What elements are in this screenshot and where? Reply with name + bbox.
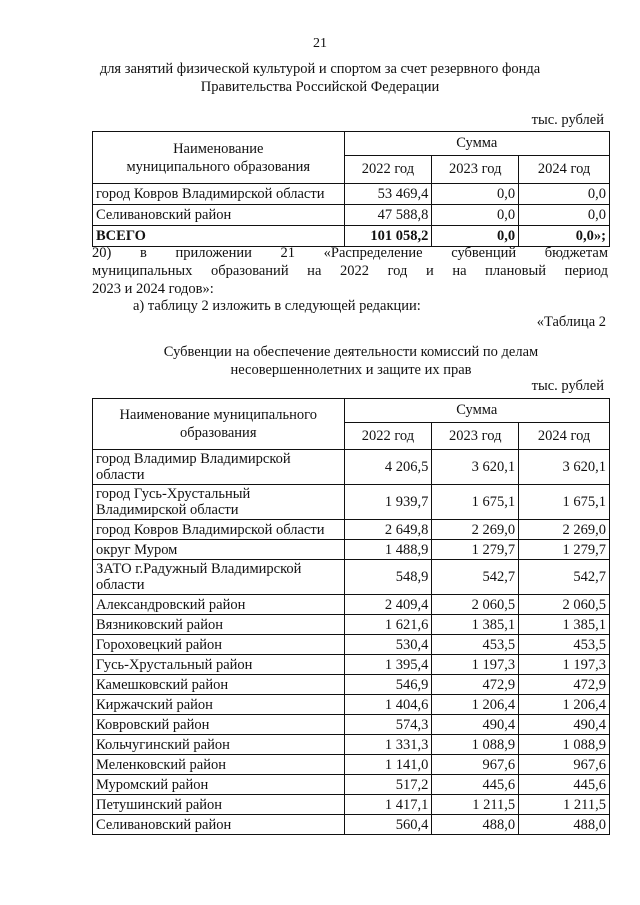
value-v2024: 1 088,9: [519, 735, 610, 755]
table2-year-2024: 2024 год: [519, 423, 610, 450]
table-row: [93, 695, 610, 715]
municipality-name: Александровский район: [93, 595, 345, 615]
value-v2022: 1 141,0: [344, 755, 432, 775]
value-v2022: 560,4: [344, 815, 432, 835]
table2-year-2022: 2022 год: [344, 423, 432, 450]
table-row: [93, 560, 610, 595]
table2-header-name: Наименование муниципального образования: [93, 399, 345, 450]
value-v2024: 453,5: [519, 635, 610, 655]
value-v2024: 542,7: [519, 560, 610, 595]
page-number: 21: [313, 36, 327, 51]
table-row: [93, 485, 610, 520]
table1-header-sum: Сумма: [344, 132, 609, 156]
value-v2022: 530,4: [344, 635, 432, 655]
municipality-name: Вязниковский район: [93, 615, 345, 635]
table-row: [93, 520, 610, 540]
municipality-name: город Гусь-Хрустальный Владимирской области: [93, 485, 345, 520]
municipality-name: Киржачский район: [93, 695, 345, 715]
value-v2022: 517,2: [344, 775, 432, 795]
value-v2022: 1 488,9: [344, 540, 432, 560]
table2-year-2023: 2023 год: [432, 423, 519, 450]
table-row: [93, 675, 610, 695]
table1-total-row: ВСЕГО 101 058,2 0,0 0,0»;: [93, 226, 610, 247]
units-label-2: тыс. рублей: [531, 378, 604, 394]
value-v2022: 546,9: [344, 675, 432, 695]
paragraph-a: а) таблицу 2 изложить в следующей редакции:: [133, 298, 421, 314]
value-v2024: 1 279,7: [519, 540, 610, 560]
units-label-1: тыс. рублей: [531, 112, 604, 128]
intro-title-line-2: Правительства Российской Федерации: [200, 79, 440, 95]
table-label: «Таблица 2: [536, 314, 606, 330]
value-v2024: 1 385,1: [519, 615, 610, 635]
value-v2022: 548,9: [344, 560, 432, 595]
table-row: [93, 595, 610, 615]
value-v2022: 1 939,7: [344, 485, 432, 520]
value-v2023: 967,6: [432, 755, 519, 775]
value-v2024: 488,0: [519, 815, 610, 835]
value-v2024: 3 620,1: [519, 450, 610, 485]
municipality-name: Гороховецкий район: [93, 635, 345, 655]
value-v2022: 1 331,3: [344, 735, 432, 755]
table-row: [93, 715, 610, 735]
value-v2023: 1 197,3: [432, 655, 519, 675]
value-v2023: 488,0: [432, 815, 519, 835]
value-v2023: 490,4: [432, 715, 519, 735]
table-row: [93, 755, 610, 775]
value-v2023: 2 269,0: [432, 520, 519, 540]
municipality-name: Ковровский район: [93, 715, 345, 735]
table-row: Селивановский район 47 588,8 0,0 0,0: [93, 205, 610, 226]
value-v2022: 2 649,8: [344, 520, 432, 540]
municipality-name: ЗАТО г.Радужный Владимирской области: [93, 560, 345, 595]
value-v2023: 1 675,1: [432, 485, 519, 520]
table-row: [93, 815, 610, 835]
value-v2024: 1 675,1: [519, 485, 610, 520]
value-v2024: 472,9: [519, 675, 610, 695]
municipality-name: Селивановский район: [93, 815, 345, 835]
value-v2023: 1 279,7: [432, 540, 519, 560]
intro-title: [60, 60, 580, 96]
value-v2023: 1 211,5: [432, 795, 519, 815]
value-v2022: 1 417,1: [344, 795, 432, 815]
municipality-name: округ Муром: [93, 540, 345, 560]
table-1: [92, 131, 610, 247]
value-v2024: 967,6: [519, 755, 610, 775]
table-row: [93, 540, 610, 560]
value-v2023: 542,7: [432, 560, 519, 595]
table1-year-2022: 2022 год: [344, 156, 432, 184]
value-v2022: 2 409,4: [344, 595, 432, 615]
table-row: город Ковров Владимирской области 53 469,4 0,0 0,0: [93, 184, 610, 205]
value-v2022: 574,3: [344, 715, 432, 735]
value-v2023: 3 620,1: [432, 450, 519, 485]
table-row: [93, 635, 610, 655]
value-v2024: 2 269,0: [519, 520, 610, 540]
value-v2024: 445,6: [519, 775, 610, 795]
municipality-name: Муромский район: [93, 775, 345, 795]
value-v2024: 1 206,4: [519, 695, 610, 715]
value-v2024: 490,4: [519, 715, 610, 735]
table1-header-name: Наименование муниципального образования: [93, 132, 345, 184]
table-row: [93, 450, 610, 485]
value-v2022: 1 395,4: [344, 655, 432, 675]
value-v2022: 1 404,6: [344, 695, 432, 715]
value-v2023: 1 385,1: [432, 615, 519, 635]
table-row: [93, 615, 610, 635]
value-v2024: 1 211,5: [519, 795, 610, 815]
intro-title-line-1: для занятий физической культурой и спортом за счет резервного фонда: [99, 61, 541, 77]
table2-title: Субвенции на обеспечение деятельности комиссий по делам несовершеннолетних и защите их прав: [163, 344, 539, 378]
table1-year-2023: 2023 год: [432, 156, 519, 184]
value-v2022: 1 621,6: [344, 615, 432, 635]
value-v2023: 2 060,5: [432, 595, 519, 615]
municipality-name: Камешковский район: [93, 675, 345, 695]
table-2: [92, 398, 610, 835]
table1-year-2024: 2024 год: [519, 156, 610, 184]
municipality-name: город Владимир Владимирской области: [93, 450, 345, 485]
value-v2022: 4 206,5: [344, 450, 432, 485]
table-row: [93, 795, 610, 815]
table-row: [93, 775, 610, 795]
municipality-name: Кольчугинский район: [93, 735, 345, 755]
value-v2023: 1 206,4: [432, 695, 519, 715]
table-row: [93, 655, 610, 675]
municipality-name: город Ковров Владимирской области: [93, 520, 345, 540]
table2-header-sum: Сумма: [344, 399, 609, 423]
municipality-name: Петушинский район: [93, 795, 345, 815]
value-v2024: 1 197,3: [519, 655, 610, 675]
municipality-name: Меленковский район: [93, 755, 345, 775]
paragraph-20: 20) в приложении 21 «Распределение субвенций бюджетам муниципальных образований на 2022 год и на плановый период 2023 и 2024 годов»:: [92, 245, 608, 297]
table-row: [93, 735, 610, 755]
value-v2023: 1 088,9: [432, 735, 519, 755]
value-v2023: 453,5: [432, 635, 519, 655]
value-v2023: 445,6: [432, 775, 519, 795]
value-v2024: 2 060,5: [519, 595, 610, 615]
value-v2023: 472,9: [432, 675, 519, 695]
municipality-name: Гусь-Хрустальный район: [93, 655, 345, 675]
